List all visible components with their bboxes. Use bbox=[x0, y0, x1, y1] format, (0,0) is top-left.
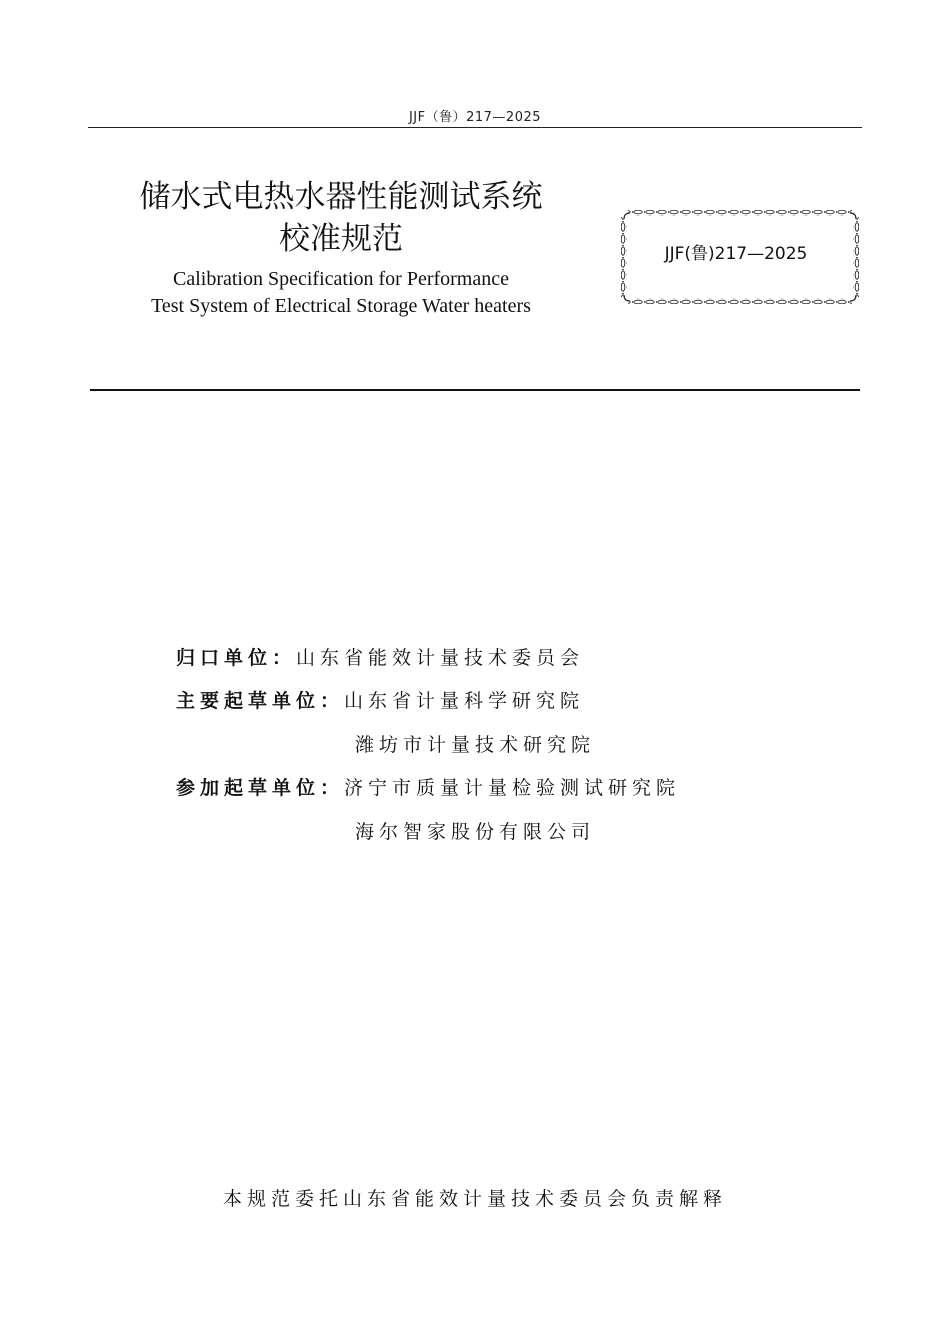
header-code: JJF（鲁）217—2025 bbox=[408, 110, 542, 125]
participating-drafting-unit-row-2 bbox=[355, 817, 595, 844]
interpretation-statement: 本规范委托山东省能效计量技术委员会负责解释 bbox=[222, 1188, 727, 1210]
header-rule bbox=[88, 127, 862, 128]
responsible-unit-row bbox=[176, 643, 584, 670]
title-english bbox=[96, 266, 586, 320]
main-drafting-unit-row bbox=[176, 686, 584, 713]
standard-code-box-text: JJF(鲁)217—2025 bbox=[664, 244, 808, 264]
main-drafting-unit-value-1: 山东省计量科学研究院 bbox=[344, 690, 585, 712]
responsible-unit-label: 归口单位： bbox=[176, 647, 297, 669]
standard-code-box bbox=[620, 209, 860, 305]
participating-drafting-unit-row bbox=[176, 773, 680, 800]
title-english-line-2: Test System of Electrical Storage Water heaters bbox=[151, 295, 531, 317]
main-drafting-unit-row-2 bbox=[355, 730, 595, 757]
participating-drafting-unit-value-1: 济宁市质量计量检验测试研究院 bbox=[344, 777, 681, 799]
title-chinese bbox=[96, 176, 586, 260]
main-rule bbox=[90, 389, 860, 391]
participating-drafting-unit-label: 参加起草单位： bbox=[176, 777, 345, 799]
responsible-unit-value: 山东省能效计量技术委员会 bbox=[296, 647, 585, 669]
participating-drafting-unit-value-2: 海尔智家股份有限公司 bbox=[355, 821, 596, 843]
title-chinese-line-2: 校准规范 bbox=[279, 221, 403, 257]
main-drafting-unit-label: 主要起草单位： bbox=[176, 690, 345, 712]
title-chinese-line-1: 储水式电热水器性能测试系统 bbox=[139, 179, 543, 215]
title-english-line-1: Calibration Specification for Performance bbox=[173, 268, 509, 290]
main-drafting-unit-value-2: 潍坊市计量技术研究院 bbox=[355, 734, 596, 756]
